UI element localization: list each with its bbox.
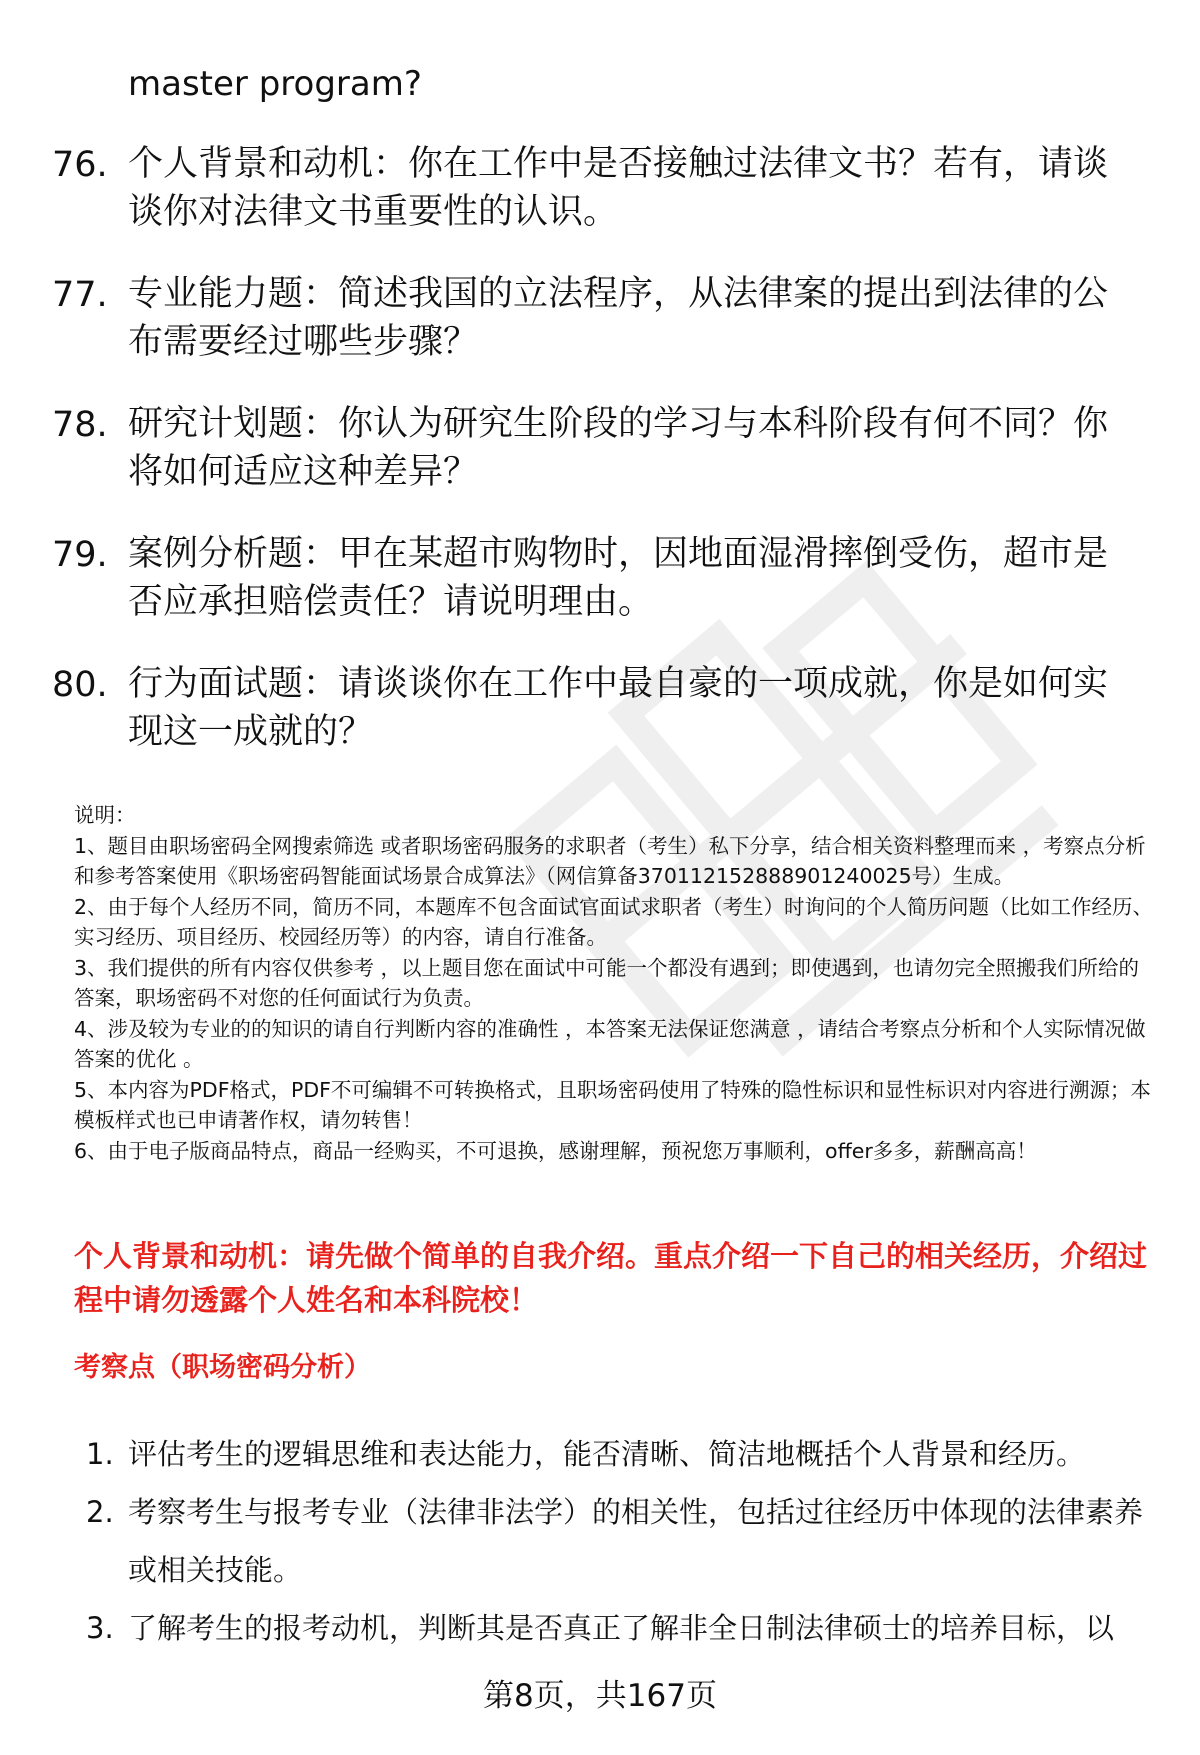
notes-title: 说明： (74, 803, 136, 827)
point-number: 1. (86, 1437, 114, 1471)
question-text: 专业能力题：简述我国的立法程序，从法律案的提出到法律的公布需要经过哪些步骤？ (128, 274, 1109, 362)
disclaimer-notes (74, 800, 1154, 1166)
assessment-point (0, 1599, 1200, 1657)
question-text: 行为面试题：请谈谈你在工作中最自豪的一项成就，你是如何实现这一成就的？ (128, 664, 1109, 752)
question-item (0, 270, 1200, 366)
question-item (0, 140, 1200, 236)
assessment-point-list (0, 1425, 1200, 1657)
point-text: 了解考生的报考动机，判断其是否真正了解非全日制法律硕士的培养目标，以 (128, 1611, 1115, 1645)
question-text: 个人背景和动机：你在工作中是否接触过法律文书？若有，请谈谈你对法律文书重要性的认识。 (128, 144, 1109, 232)
question-item (0, 400, 1200, 496)
question-item (0, 530, 1200, 626)
question-text: 研究计划题：你认为研究生阶段的学习与本科阶段有何不同？你将如何适应这种差异？ (128, 404, 1109, 492)
assessment-point (0, 1425, 1200, 1483)
point-text: 考察考生与报考专业（法律非法学）的相关性，包括过往经历中体现的法律素养或相关技能。 (128, 1495, 1144, 1587)
note-item: 3、我们提供的所有内容仅供参考 ，以上题目您在面试中可能一个都没有遇到；即使遇到，也请勿完全照搬我们所给的答案，职场密码不对您的任何面试行为负责。 (74, 955, 1140, 1010)
question-number: 79. (52, 535, 108, 575)
note-item: 2、由于每个人经历不同，简历不同，本题库不包含面试官面试求职者（考生）时询问的个人简历问题（比如工作经历、实习经历、项目经历、校园经历等）的内容，请自行准备。 (74, 894, 1154, 949)
question-number: 77. (52, 275, 108, 315)
answer-question-heading: 个人背景和动机：请先做个简单的自我介绍。重点介绍一下自己的相关经历，介绍过程中请勿透露个人姓名和本科院校！ (74, 1239, 1148, 1317)
question-number: 76. (52, 145, 108, 185)
note-item: 5、本内容为PDF格式，PDF不可编辑不可转换格式，且职场密码使用了特殊的隐性标识和显性标识对内容进行溯源；本模板样式也已申请著作权，请勿转售！ (74, 1077, 1151, 1132)
point-number: 2. (86, 1495, 114, 1529)
assessment-point (0, 1483, 1200, 1599)
continued-question-text: master program? (128, 64, 422, 104)
question-item (0, 660, 1200, 756)
note-item: 1、题目由职场密码全网搜索筛选 或者职场密码服务的求职者（考生）私下分享，结合相关资料整理而来 ，考察点分析和参考答案使用《职场密码智能面试场景合成算法》（网信算备370112152888901240025号）生成。 (74, 833, 1146, 888)
assessment-points-heading: 考察点（职场密码分析） (74, 1352, 371, 1383)
point-text: 评估考生的逻辑思维和表达能力，能否清晰、简洁地概括个人背景和经历。 (128, 1437, 1086, 1471)
question-number: 80. (52, 665, 108, 705)
note-item: 4、涉及较为专业的的知识的请自行判断内容的准确性 ，本答案无法保证您满意 ，请结合考察点分析和个人实际情况做答案的优化 。 (74, 1016, 1146, 1071)
point-number: 3. (86, 1611, 114, 1645)
question-text: 案例分析题：甲在某超市购物时，因地面湿滑摔倒受伤，超市是否应承担赔偿责任？请说明理由。 (128, 534, 1109, 622)
question-list (0, 140, 1200, 790)
page-footer: 第8页，共167页 (483, 1678, 717, 1714)
question-number: 78. (52, 405, 108, 445)
note-item: 6、由于电子版商品特点，商品一经购买，不可退换，感谢理解，预祝您万事顺利，offer多多，薪酬高高！ (74, 1138, 1037, 1163)
